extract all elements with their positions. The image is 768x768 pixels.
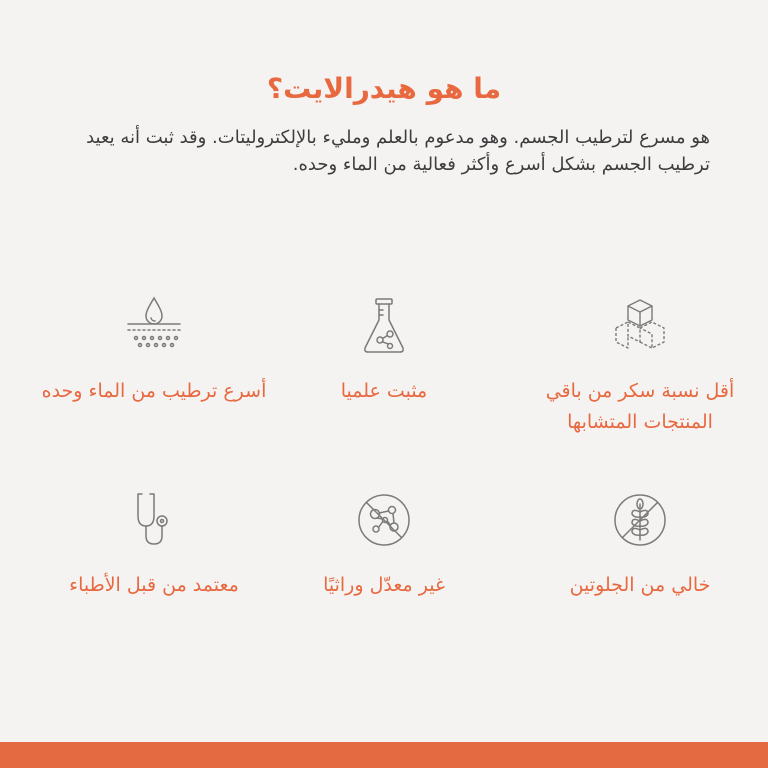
feature-label: معتمد من قبل الأطباء (69, 574, 239, 596)
page-title: ما هو هيدرالايت؟ (266, 72, 502, 105)
intro-description: هو مسرع لترطيب الجسم. وهو مدعوم بالعلم ومليء بالإلكتروليتات. وقد ثبت أنه يعيد ترطيب الجسم بشكل أسرع وأكثر فعالية من الماء وحده. (86, 127, 710, 175)
footer-bar (0, 742, 768, 768)
feature-faster-hydration (26, 296, 282, 496)
feature-doctor-approved (26, 490, 282, 690)
stethoscope-icon (124, 490, 184, 550)
feature-gluten-free (512, 490, 768, 690)
water-drop-skin-icon (124, 296, 184, 356)
feature-low-sugar (512, 296, 768, 496)
feature-non-gmo (256, 490, 512, 690)
non-gmo-icon (354, 490, 414, 550)
feature-label: غير معدّل وراثيًا (323, 574, 445, 596)
feature-label: مثبت علميا (340, 380, 428, 402)
sugar-cubes-icon (610, 296, 670, 356)
gluten-free-icon (610, 490, 670, 550)
feature-scientifically-proven (256, 296, 512, 496)
lab-flask-icon (354, 296, 414, 356)
feature-label: خالي من الجلوتين (569, 574, 711, 596)
feature-label: أقل نسبة سكر من باقي المنتجات المتشابها (545, 380, 735, 433)
feature-label: أسرع ترطيب من الماء وحده (41, 380, 267, 402)
